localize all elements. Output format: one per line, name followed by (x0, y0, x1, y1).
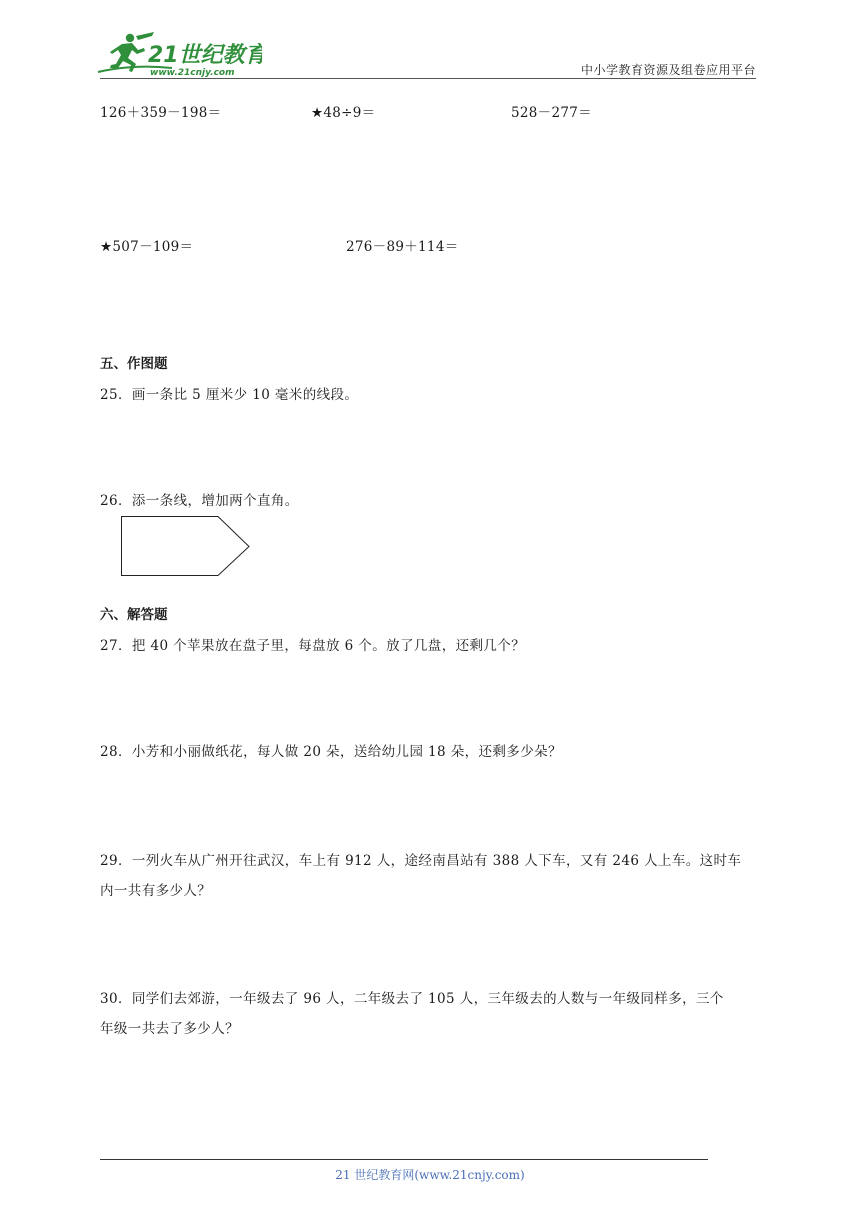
question-28: 28．小芳和小丽做纸花，每人做 20 朵，送给幼儿园 18 朵，还剩多少朵？ (100, 744, 562, 760)
section-title-answer: 六、解答题 (100, 607, 168, 623)
question-26: 26．添一条线，增加两个直角。 (100, 493, 299, 509)
section-title-drawing: 五、作图题 (100, 356, 168, 372)
footer-divider (100, 1159, 708, 1160)
site-logo (92, 28, 262, 80)
question-29-line1: 29．一列火车从广州开往武汉，车上有 912 人，途经南昌站有 388 人下车，又有 246 人上车。这时车 (100, 853, 742, 869)
header-slogan: 中小学教育资源及组卷应用平台 (580, 63, 756, 77)
calc-item-2: ★48÷9＝ (311, 105, 376, 121)
question-30-line1: 30．同学们去郊游，一年级去了 96 人，二年级去了 105 人，三年级去的人数与一年级同样多，三个 (100, 991, 724, 1007)
calc-item-5: 276－89＋114＝ (346, 239, 459, 255)
calc-item-4: ★507－109＝ (100, 239, 194, 255)
pentagon-figure (120, 515, 254, 583)
question-27: 27．把 40 个苹果放在盘子里，每盘放 6 个。放了几盘，还剩几个？ (100, 638, 526, 654)
svg-text:21世纪教育: 21世纪教育 (148, 43, 262, 68)
footer-link[interactable]: 21 世纪教育网(www.21cnjy.com) (335, 1168, 525, 1182)
svg-text:www.21cnjy.com: www.21cnjy.com (150, 68, 235, 78)
calc-item-1: 126＋359－198＝ (100, 105, 222, 121)
header-divider (100, 78, 756, 79)
question-30-line2: 年级一共去了多少人？ (100, 1021, 239, 1037)
question-29-line2: 内一共有多少人？ (100, 883, 212, 899)
calc-item-3: 528－277＝ (511, 105, 592, 121)
question-25: 25．画一条比 5 厘米少 10 毫米的线段。 (100, 387, 359, 403)
